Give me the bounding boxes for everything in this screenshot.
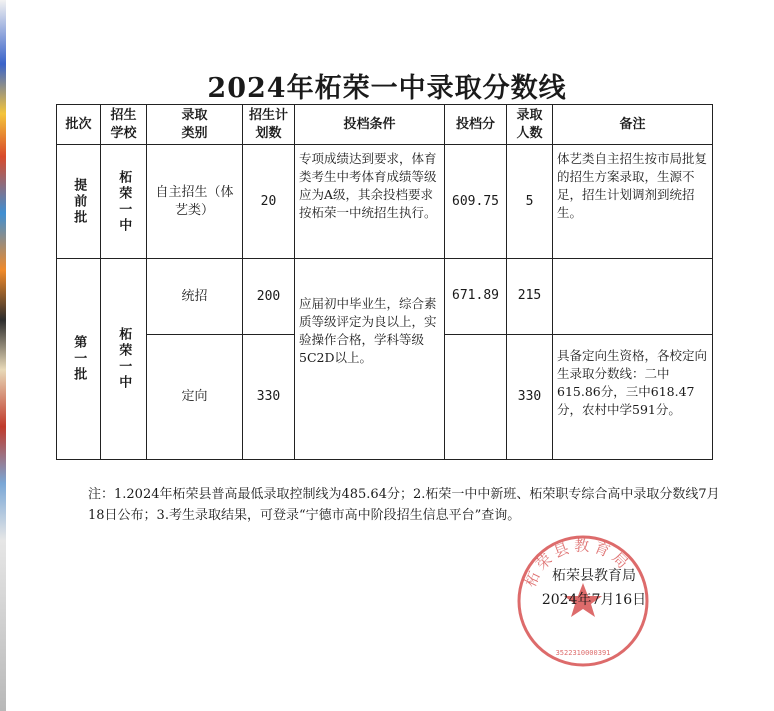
directed-admitted: 330 <box>507 335 553 460</box>
page-title: 2024年柘荣一中录取分数线 <box>207 73 567 104</box>
seal-code: 3522310000391 <box>555 649 611 657</box>
table-row-unified <box>57 259 713 335</box>
unified-remarks <box>553 259 713 335</box>
early-plan: 20 <box>243 145 295 259</box>
issuing-org: 柘荣县教育局 <box>552 568 636 584</box>
header-category: 录取类别 <box>181 107 208 141</box>
early-category: 自主招生（体艺类） <box>155 184 234 218</box>
footnote: 注：1.2024年柘荣县普高最低录取控制线为485.64分；2.柘荣一中中新班、柘荣职专综合高中录取分数线7月18日公布；3.考生录取结果，可登录“宁德市高中阶段招生信息平台”查询。 <box>88 487 720 523</box>
left-edge-strip <box>0 0 6 711</box>
directed-category: 定向 <box>147 335 243 460</box>
issue-date: 2024年7月16日 <box>541 592 647 608</box>
table-header-row <box>57 105 713 145</box>
early-batch: 提前批 <box>71 177 87 226</box>
unified-score: 671.89 <box>445 259 507 335</box>
early-conditions: 专项成绩达到要求，体育类考生中考体育成绩等级应为A级，其余投档要求按柘荣一中统招生执行。 <box>295 145 445 259</box>
header-plan: 招生计划数 <box>248 107 288 141</box>
directed-remarks: 具备定向生资格，各校定向生录取分数线：二中615.86分，三中618.47分，农村中学591分。 <box>553 335 713 460</box>
unified-plan: 200 <box>243 259 295 335</box>
early-score: 609.75 <box>445 145 507 259</box>
header-admitted: 录取人数 <box>516 107 543 141</box>
header-score: 投档分 <box>445 105 507 145</box>
first-school: 柘荣一中 <box>116 327 132 391</box>
directed-score <box>445 335 507 460</box>
header-school: 招生学校 <box>110 107 137 141</box>
table-row-early <box>57 145 713 259</box>
admission-table <box>56 104 713 460</box>
unified-category: 统招 <box>147 259 243 335</box>
seal-arc-text: 柘荣县教育局 <box>521 536 635 590</box>
early-admitted: 5 <box>507 145 553 259</box>
first-conditions: 应届初中毕业生，综合素质等级评定为良以上，实验操作合格，学科等级5C2D以上。 <box>295 259 445 460</box>
header-conditions: 投档条件 <box>295 105 445 145</box>
directed-plan: 330 <box>243 335 295 460</box>
header-remarks: 备注 <box>553 105 713 145</box>
unified-admitted: 215 <box>507 259 553 335</box>
first-batch: 第一批 <box>71 335 87 383</box>
early-school: 柘荣一中 <box>116 169 132 234</box>
early-remarks: 体艺类自主招生按市局批复的招生方案录取，生源不足，招生计划调剂到统招生。 <box>553 145 713 259</box>
header-batch: 批次 <box>65 116 92 132</box>
